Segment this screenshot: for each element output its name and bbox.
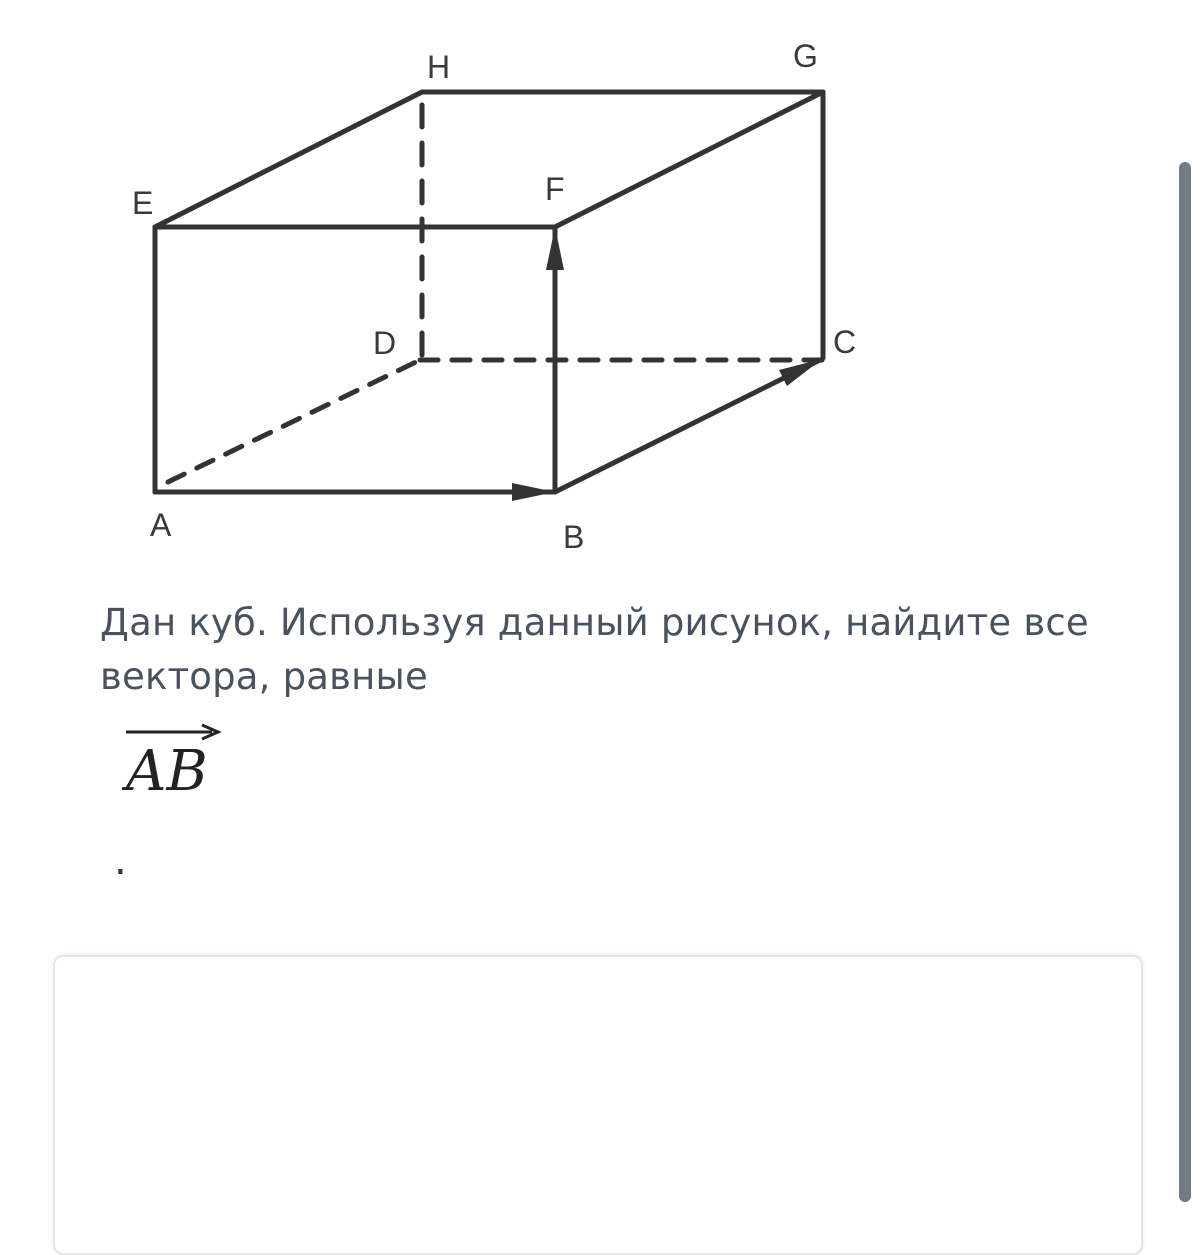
- cube-figure: [0, 0, 1200, 580]
- arrow-BF: [546, 227, 564, 270]
- vertex-label-A: A: [150, 507, 172, 543]
- vector-expression: [118, 718, 238, 808]
- question-text: Дан куб. Используя данный рисунок, найдите все вектора, равные: [100, 601, 1089, 698]
- vertex-label-H: H: [427, 49, 451, 85]
- sentence-period: .: [114, 838, 127, 884]
- edge-AD: [168, 360, 420, 482]
- vertex-label-F: F: [545, 171, 565, 207]
- vertex-label-E: E: [132, 185, 154, 221]
- arrow-AB: [512, 483, 555, 501]
- vertex-label-D: D: [373, 325, 397, 361]
- arrow-BC: [779, 359, 822, 386]
- scrollbar[interactable]: [1179, 162, 1191, 1202]
- vector-BC: [555, 360, 820, 492]
- vertex-label-B: B: [563, 519, 585, 555]
- answer-input[interactable]: [53, 955, 1143, 1255]
- vertex-label-C: C: [833, 324, 857, 360]
- vector-name: AB: [126, 739, 208, 804]
- vertex-label-G: G: [793, 38, 818, 74]
- edge-EH: [155, 92, 422, 227]
- edge-FG: [555, 92, 823, 227]
